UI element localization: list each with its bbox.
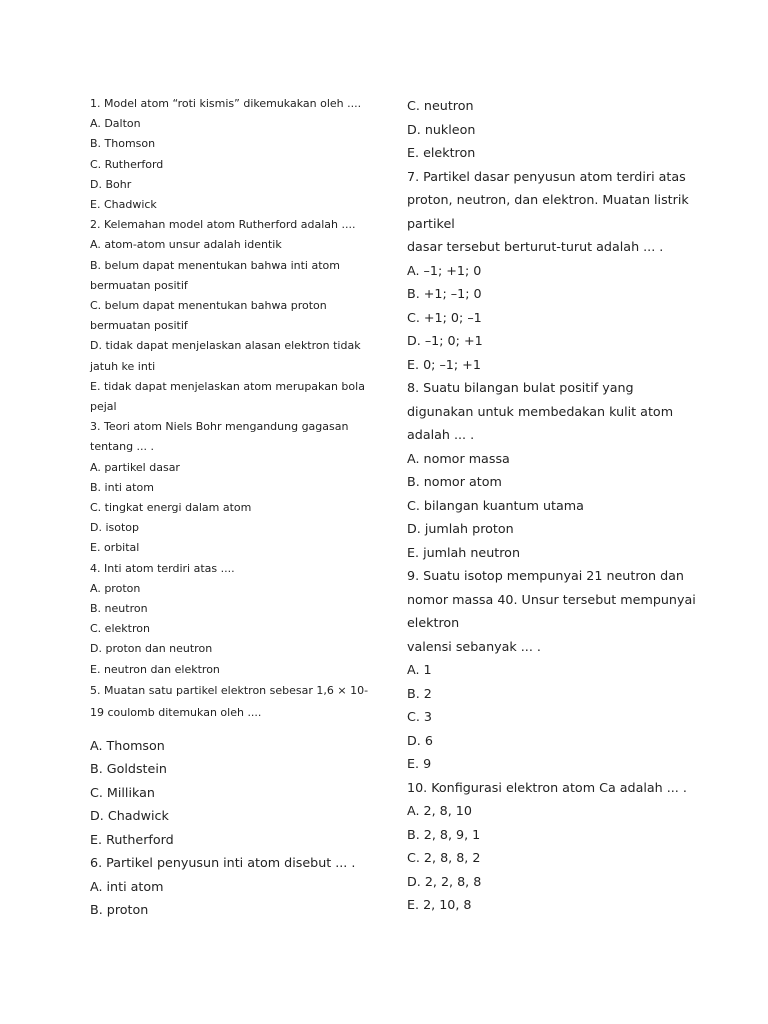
option-text: D. proton dan neutron xyxy=(90,642,213,656)
option-text-continuation: jatuh ke inti xyxy=(90,359,156,373)
option-text: C. tingkat energi dalam atom xyxy=(90,501,252,515)
option-text: B. inti atom xyxy=(90,480,154,494)
option-text: E. tidak dapat menjelaskan atom merupakan bola xyxy=(90,379,365,393)
option-text-continuation: bermuatan positif xyxy=(90,278,188,292)
left-large-text-block xyxy=(90,734,380,922)
option-text: C. +1; 0; –1 xyxy=(407,309,482,325)
option-text: B. nomor atom xyxy=(407,474,502,489)
question-text-continuation: partikel xyxy=(407,215,455,231)
option-text: C. Millikan xyxy=(90,784,155,800)
option-text: C. belum dapat menentukan bahwa proton xyxy=(90,299,327,313)
question-text-continuation: elektron xyxy=(407,615,460,630)
option-text: D. Bohr xyxy=(90,177,132,191)
option-text: A. proton xyxy=(90,581,141,595)
option-text: B. +1; –1; 0 xyxy=(407,286,482,301)
option-text: A. nomor massa xyxy=(407,450,510,466)
option-text: E. Rutherford xyxy=(90,831,174,847)
option-text: D. –1; 0; +1 xyxy=(407,333,483,348)
option-text: E. elektron xyxy=(407,145,476,160)
option-text: E. Chadwick xyxy=(90,198,157,212)
question-4-text: 4. Inti atom terdiri atas .... xyxy=(90,561,235,575)
option-text: A. 1 xyxy=(407,662,432,677)
option-text: C. elektron xyxy=(90,622,150,636)
option-text: A. –1; +1; 0 xyxy=(407,262,482,278)
option-text: E. 2, 10, 8 xyxy=(407,897,472,912)
question-7-text: 7. Partikel dasar penyusun atom terdiri atas xyxy=(407,168,686,184)
question-text-continuation: proton, neutron, dan elektron. Muatan listrik xyxy=(407,192,689,207)
option-text: E. 9 xyxy=(407,756,432,771)
question-9-text: 9. Suatu isotop mempunyai 21 neutron dan xyxy=(407,568,684,583)
left-column xyxy=(90,94,380,922)
option-text: A. Dalton xyxy=(90,117,141,131)
option-text: A. partikel dasar xyxy=(90,460,180,474)
option-text: D. 6 xyxy=(407,732,433,748)
question-6-text: 6. Partikel penyusun inti atom disebut ... . xyxy=(90,855,356,871)
option-text: B. belum dapat menentukan bahwa inti atom xyxy=(90,258,340,272)
option-text: D. jumlah proton xyxy=(407,521,514,536)
spacer xyxy=(90,724,380,734)
question-text-continuation: dasar tersebut berturut-turut adalah ... . xyxy=(407,239,664,254)
option-text: D. tidak dapat menjelaskan alasan elektron tidak xyxy=(90,339,361,353)
option-text: B. Thomson xyxy=(90,137,156,151)
option-text: E. 0; –1; +1 xyxy=(407,356,481,372)
question-text-continuation: 19 coulomb ditemukan oleh .... xyxy=(90,705,262,719)
right-column xyxy=(407,94,697,917)
option-text: B. 2, 8, 9, 1 xyxy=(407,826,481,842)
option-text: B. proton xyxy=(90,902,149,918)
option-text: A. 2, 8, 10 xyxy=(407,803,472,818)
option-text: C. Rutherford xyxy=(90,157,164,171)
question-10-text: 10. Konﬁgurasi elektron atom Ca adalah ... . xyxy=(407,779,687,795)
option-text: B. Goldstein xyxy=(90,761,167,777)
question-text-continuation: valensi sebanyak ... . xyxy=(407,638,541,654)
question-3-text: 3. Teori atom Niels Bohr mengandung gagasan xyxy=(90,420,349,434)
question-1-text: 1. Model atom “roti kismis” dikemukakan oleh .... xyxy=(90,97,362,110)
option-text: D. nukleon xyxy=(407,121,476,137)
question-text-continuation: digunakan untuk membedakan kulit atom xyxy=(407,403,674,419)
option-text: C. 3 xyxy=(407,709,432,724)
question-5-text: 5. Muatan satu partikel elektron sebesar 1,6 × 10- xyxy=(90,683,369,697)
option-text: C. 2, 8, 8, 2 xyxy=(407,850,481,865)
option-text: A. inti atom xyxy=(90,878,164,894)
question-8-text: 8. Suatu bilangan bulat positif yang xyxy=(407,380,634,395)
option-text-continuation: bermuatan positif xyxy=(90,319,188,333)
option-text: C. bilangan kuantum utama xyxy=(407,497,584,513)
option-text: C. neutron xyxy=(407,98,474,113)
question-text-continuation: tentang ... . xyxy=(90,440,155,454)
option-text: E. jumlah neutron xyxy=(407,544,520,560)
option-text-continuation: pejal xyxy=(90,400,117,414)
left-small-text-block xyxy=(90,94,380,724)
option-text: B. 2 xyxy=(407,685,432,701)
question-text-continuation: nomor massa 40. Unsur tersebut mempunyai xyxy=(407,591,696,607)
option-text: A. Thomson xyxy=(90,737,165,753)
option-text: B. neutron xyxy=(90,602,148,616)
option-text: E. neutron dan elektron xyxy=(90,662,220,676)
option-text: A. atom-atom unsur adalah identik xyxy=(90,238,282,252)
option-text: D. 2, 2, 8, 8 xyxy=(407,873,482,889)
question-text-continuation: adalah ... . xyxy=(407,427,475,442)
option-text: E. orbital xyxy=(90,541,140,555)
option-text: D. isotop xyxy=(90,521,140,535)
option-text: D. Chadwick xyxy=(90,808,169,824)
question-2-text: 2. Kelemahan model atom Rutherford adalah .... xyxy=(90,218,356,232)
